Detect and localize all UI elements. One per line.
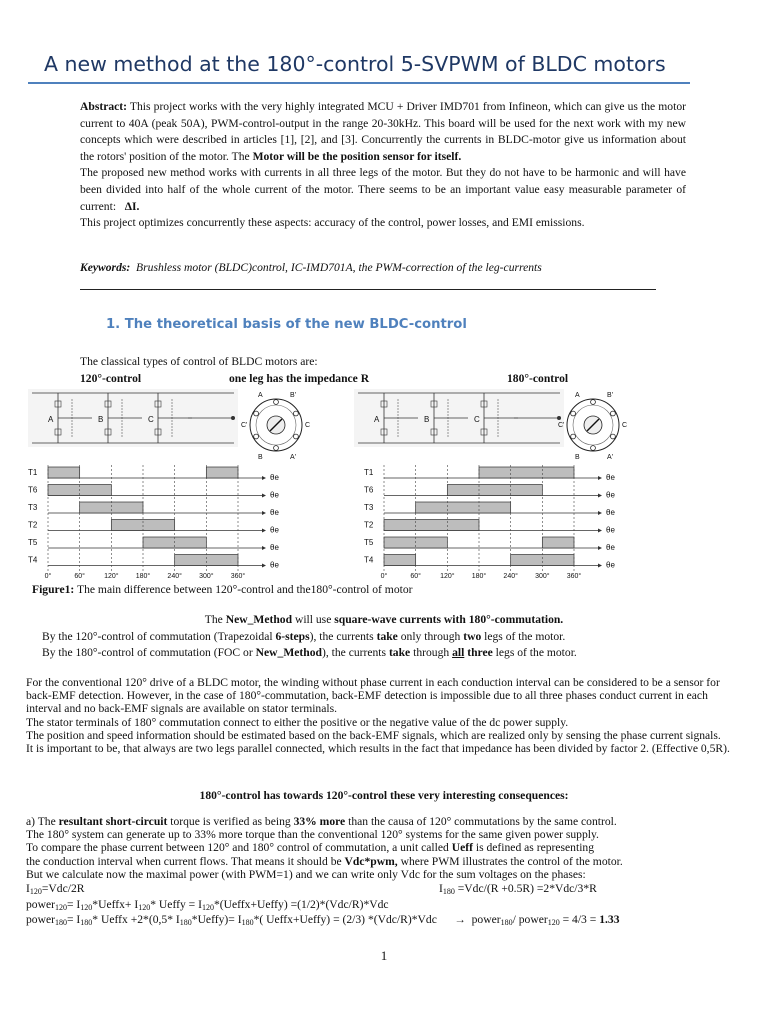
statement-line-3 [42, 646, 577, 659]
consequences-block [26, 815, 738, 881]
timing-theta-label: θe [270, 508, 279, 517]
equation-power120: power$_{120}$= $I_{120}*Ueffx+ I_{120}*$ Ueffy = $I_{120}*(Ueffx+Ueffy) =(1/2)*(Vdc/R)*Vdc$ [26, 898, 389, 912]
timing-tick-label: 240° [167, 573, 182, 580]
timing-theta-label: θe [606, 490, 615, 500]
timing-arrow [262, 511, 266, 515]
abstract-p1-text: This project works with the very highly integrated MCU + Driver IMD701 from Infineon, which can give us the motor current to 40A (peak 50A), PWM-control-output in the range 20-30kHz. This board will be used for the next work with my new concepts which were described in articles [1], [2], and [3]. Concurrently the currents in BLDC-motor give us information about the rotors' position of the motor. The [80, 100, 686, 163]
s1-a: The [204, 613, 226, 626]
motor-slot [254, 411, 259, 416]
title-rule [28, 82, 690, 84]
inverter-circuit-120 [28, 389, 238, 447]
s1-d: square-wave currents with 180°-commutation. [334, 613, 564, 626]
item-a [26, 815, 738, 828]
s2-b: 6-steps [275, 630, 310, 643]
figure1-caption-text: The main difference between 120°-control and the180°-control of motor [77, 583, 413, 596]
body-p3: The position and speed information should be estimated based on the back-EMF signals, which are realized only by sensing the phase current signals. [26, 728, 721, 742]
abstract-p2-text: The proposed new method works with currents in all three legs of the motor. But they do not have to be harmonic and will have been divided into half of the whole current of the motor. There seems to be an important value easy measurable parameter of current: [80, 166, 686, 213]
label-120-control: 120°-control [80, 372, 142, 385]
a-1: a) The [26, 815, 59, 828]
s3-h: three [467, 646, 493, 659]
timing-bar [447, 485, 542, 496]
label-leg-impedance: one leg has the impedance R [229, 372, 370, 385]
body-p4: It is important to be, that always are two legs parallel connected, which results in the fact that impedance has been divided by factor 2. (Effective 0,5R). [26, 742, 730, 756]
timing-theta-label: θe [270, 525, 279, 535]
s2-f: two [463, 630, 482, 643]
s3-d: take [388, 646, 411, 659]
s1-c: will use [292, 613, 335, 626]
motor-diagram-180 [558, 392, 627, 461]
timing-arrow [598, 476, 602, 480]
timing-tick-label: 360° [230, 573, 246, 580]
timing-theta-label: θe [270, 490, 279, 500]
timing-arrow [262, 546, 266, 550]
motor-slot [611, 411, 616, 416]
l4-3: where PWM illustrates the control of the motor. [397, 854, 623, 868]
figure1-label: Figure1: [32, 583, 75, 596]
timing-row-label: T6 [28, 485, 38, 495]
motor-slot [591, 446, 596, 451]
s2-e: only through [397, 630, 464, 643]
motor-diagram-120 [241, 392, 310, 461]
timing-row-label: T1 [364, 468, 374, 477]
abstract-p1 [80, 99, 686, 165]
motor-slot [591, 400, 596, 405]
circuit-switch-label: A [48, 415, 54, 424]
line-2: The 180° system can generate up to 33% more torque than the conventional 120° systems for the same given power supply. [26, 828, 599, 842]
timing-tick-label: 360° [566, 573, 582, 580]
timing-row-label: T5 [364, 538, 374, 547]
circuit-switch-label: B [98, 415, 104, 424]
line-5: But we calculate now the maximal power (with PWM=1) and we can write only Vdc for the sum voltages on the phases: [26, 867, 586, 881]
figure1-caption [32, 583, 413, 596]
motor-label-b-prime: B' [290, 392, 297, 399]
statement-line-1 [0, 613, 768, 626]
equation-power180: power$_{180}$= $I_{180}*$ Ueffx +2*(0,5* $I_{180}*Ueffy)= I_{180}*$( Ueffx+Ueffy) = (2/3) *(Vdc/R)*Vdc → power$_{180}$/ power$_{120}$ = 4/3 = 1.33 [26, 913, 620, 927]
timing-row-label: T4 [364, 555, 374, 565]
timing-row-label: T3 [364, 503, 374, 512]
timing-theta-label: θe [270, 473, 279, 482]
keywords [80, 261, 542, 274]
circuit-terminal [231, 416, 235, 420]
motor-label-c: C [622, 422, 628, 429]
line-3 [26, 841, 738, 854]
s3-f: all [452, 646, 465, 659]
l4-2: Vdc*pwm, [344, 854, 398, 868]
s3-c: ), the currents [321, 646, 389, 659]
motor-slot [254, 434, 259, 439]
motor-slot [571, 434, 576, 439]
s3-b: New_Method [255, 646, 322, 659]
timing-tick-label: 60° [410, 573, 421, 580]
motor-label-a-prime: A' [607, 454, 614, 461]
timing-theta-label: θe [270, 543, 279, 552]
s1-b: New_Method [225, 613, 293, 626]
timing-row-label: T5 [28, 538, 38, 547]
timing-theta-label: θe [606, 508, 615, 517]
abstract [80, 99, 686, 232]
section-intro: The classical types of control of BLDC motors are: [80, 355, 318, 368]
keywords-label: Keywords: [80, 261, 131, 274]
timing-row-label: T3 [28, 503, 38, 512]
timing-bar [416, 502, 511, 513]
timing-tick-label: 60° [74, 573, 85, 580]
label-180-control: 180°-control [507, 372, 569, 385]
a-5: than the causa of 120° commutations by the same control. [345, 815, 617, 828]
abstract-p2 [80, 165, 686, 215]
motor-slot [274, 400, 279, 405]
timing-arrow [598, 546, 602, 550]
s3-i: legs of the motor. [492, 646, 577, 659]
timing-arrow [262, 529, 266, 533]
a-4: 33% more [293, 815, 346, 828]
motor-label-b-prime: B' [607, 392, 614, 399]
timing-arrow [262, 494, 266, 498]
motor-label-b: B [258, 454, 263, 461]
timing-bar [384, 555, 416, 566]
page-number: 1 [380, 948, 388, 963]
timing-bar [175, 555, 238, 566]
s2-c: ), the currents [309, 630, 377, 643]
timing-bar [80, 502, 143, 513]
equation-i120: $I_{120}=Vdc/2R$ [26, 882, 85, 896]
circuit-terminal [557, 416, 561, 420]
circuit-switch-label: A [374, 415, 380, 424]
timing-tick-label: 240° [503, 573, 518, 580]
motor-slot [571, 411, 576, 416]
motor-label-b: B [575, 454, 580, 461]
timing-chart-120 [28, 465, 279, 580]
section-heading: 1. The theoretical basis of the new BLDC-control [106, 317, 467, 332]
statement-line-2 [42, 630, 565, 643]
motor-slot [274, 446, 279, 451]
motor-slot [294, 411, 299, 416]
timing-row-label: T4 [28, 555, 38, 565]
timing-arrow [598, 564, 602, 568]
timing-tick-label: 0° [380, 573, 388, 580]
abstract-label: Abstract: [80, 100, 128, 113]
timing-bar [384, 520, 479, 531]
consequence-heading: 180°-control has towards 120°-control these very interesting consequences: [199, 789, 569, 802]
timing-theta-label: θe [606, 473, 615, 482]
circuit-switch-label: B [424, 415, 430, 424]
s2-a: By the 120°-control of commutation (Trapezoidal [42, 630, 276, 643]
motor-slot [611, 434, 616, 439]
l3-2: Ueff [451, 841, 473, 855]
motor-label-a: A [258, 392, 263, 399]
timing-tick-label: 180° [135, 573, 151, 580]
timing-theta-label: θe [270, 560, 279, 570]
timing-bar [206, 467, 238, 478]
timing-tick-label: 120° [440, 573, 455, 580]
s3-e: through [410, 646, 453, 659]
timing-row-label: T1 [28, 468, 38, 477]
keywords-text: Brushless motor (BLDC)control, IC-IMD701A, the PWM-correction of the leg-currents [136, 261, 542, 274]
motor-label-c-prime: C' [241, 422, 248, 429]
a-3: torque is verified as being [167, 815, 294, 828]
body-paragraphs [26, 676, 738, 755]
timing-arrow [598, 529, 602, 533]
arrow-icon: → [454, 913, 466, 926]
motor-label-c: C [305, 422, 311, 429]
timing-tick-label: 0° [44, 573, 52, 580]
a-2: resultant short-circuit [58, 815, 168, 828]
figure1-diagram [26, 385, 636, 583]
motor-label-c-prime: C' [558, 422, 565, 429]
l3-3: is defined as representing [472, 841, 595, 855]
timing-row-label: T2 [28, 520, 38, 530]
timing-tick-label: 300° [199, 573, 214, 580]
timing-arrow [262, 564, 266, 568]
body-p1: For the conventional 120° drive of a BLDC motor, the winding without phase current in each conduction interval can be considered to be a sensor for back-EMF detection. However, in the case of 180°-commutation, back-EMF detection is impossible due to all three phases conduct current in each interval and no back-EMF signals are available on stator terminals. [26, 676, 720, 716]
l4-1: the conduction interval when current flows. That means it should be [26, 854, 345, 868]
s2-g: legs of the motor. [481, 630, 566, 643]
circuit-switch-label: C [148, 415, 154, 424]
ratio-value: 1.33 [599, 913, 620, 926]
timing-tick-label: 300° [535, 573, 550, 580]
timing-bar [479, 467, 574, 478]
keywords-rule [80, 289, 656, 290]
s2-d: take [376, 630, 398, 643]
motor-slot [294, 434, 299, 439]
timing-tick-label: 120° [104, 573, 119, 580]
timing-bar [511, 555, 574, 566]
inverter-circuit-180 [354, 389, 564, 447]
equation-i180: $I_{180} =Vdc/(R +0.5R) =2*Vdc/3*R$ [439, 882, 597, 896]
timing-row-label: T2 [364, 520, 374, 530]
body-p2: The stator terminals of 180° commutation connect to either the positive or the negative value of the dc power supply. [26, 715, 569, 729]
abstract-p1-bold: Motor will be the position sensor for itself. [252, 149, 462, 163]
abstract-p2-bold: ΔI. [124, 199, 140, 213]
timing-chart-180 [364, 465, 615, 580]
timing-theta-label: θe [606, 543, 615, 552]
abstract-p3: This project optimizes concurrently these aspects: accuracy of the control, power losses, and EMI emissions. [80, 216, 585, 230]
l3-1: To compare the phase current between 120° and 180° control of commutation, a unit called [26, 841, 452, 855]
motor-label-a-prime: A' [290, 454, 297, 461]
timing-row-label: T6 [364, 485, 374, 495]
timing-arrow [598, 511, 602, 515]
timing-theta-label: θe [606, 525, 615, 535]
timing-tick-label: 180° [471, 573, 487, 580]
timing-arrow [262, 476, 266, 480]
s3-a: By the 180°-control of commutation (FOC or [42, 646, 256, 659]
page-title: A new method at the 180°-control 5-SVPWM of BLDC motors [44, 52, 666, 76]
line-4 [26, 855, 738, 868]
timing-arrow [598, 494, 602, 498]
motor-label-a: A [575, 392, 580, 399]
timing-theta-label: θe [606, 560, 615, 570]
timing-bar [542, 537, 574, 548]
timing-bar [48, 467, 80, 478]
circuit-switch-label: C [474, 415, 480, 424]
